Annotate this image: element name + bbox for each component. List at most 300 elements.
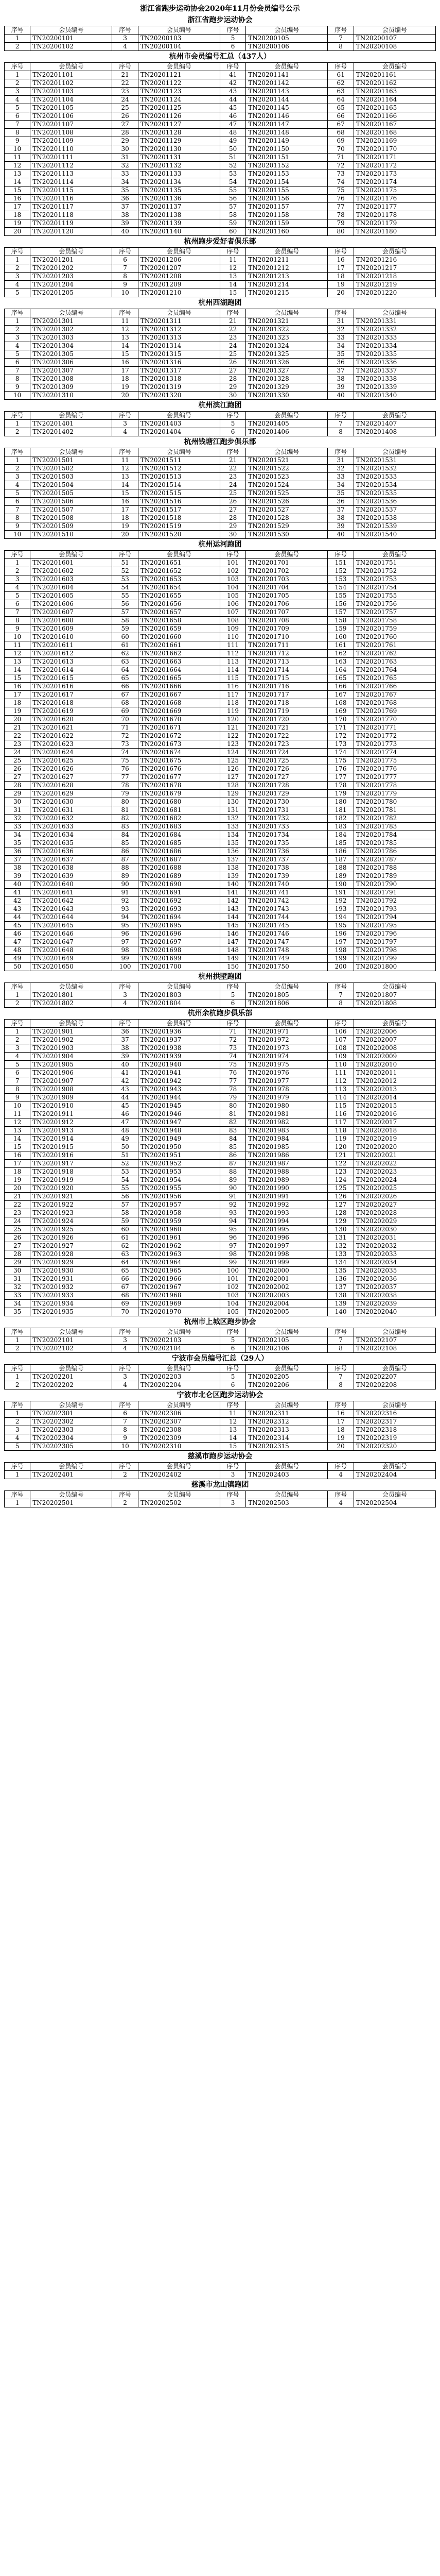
header-seq: 序号 xyxy=(220,448,245,456)
member-id-cell: TN20201112 xyxy=(30,162,112,170)
table-row xyxy=(5,359,436,367)
seq-cell: 1 xyxy=(5,1373,30,1381)
table-row xyxy=(5,1151,436,1160)
seq-cell: 117 xyxy=(220,691,245,699)
seq-cell: 78 xyxy=(220,1086,245,1094)
member-id-cell: TN20201331 xyxy=(354,317,435,326)
member-id-cell: TN20200108 xyxy=(354,43,435,51)
member-id-cell: TN20201973 xyxy=(246,1044,328,1053)
member-id-cell: TN20202302 xyxy=(30,1418,112,1426)
table-row xyxy=(5,1426,436,1434)
seq-cell: 10 xyxy=(112,289,138,297)
seq-cell: 16 xyxy=(112,498,138,506)
member-id-cell: TN20201201 xyxy=(30,256,112,264)
seq-cell: 61 xyxy=(112,641,138,650)
header-member-id: 会员编号 xyxy=(246,309,328,317)
seq-cell: 41 xyxy=(112,1069,138,1077)
member-id-cell: TN20201166 xyxy=(354,112,435,121)
member-id-cell: TN20201301 xyxy=(30,317,112,326)
seq-cell: 64 xyxy=(112,666,138,674)
seq-cell: 7 xyxy=(5,121,30,129)
seq-cell: 34 xyxy=(328,342,354,350)
seq-cell: 3 xyxy=(112,991,138,999)
member-id-cell: TN20202503 xyxy=(246,1499,328,1507)
member-id-cell: TN20201303 xyxy=(30,334,112,342)
member-id-cell: TN20201405 xyxy=(246,420,328,428)
member-id-cell: TN20202018 xyxy=(354,1127,435,1135)
member-id-cell: TN20201164 xyxy=(354,96,435,104)
header-member-id: 会员编号 xyxy=(246,26,328,35)
seq-cell: 8 xyxy=(328,43,354,51)
seq-cell: 14 xyxy=(220,1434,245,1443)
seq-cell: 21 xyxy=(112,71,138,79)
table-row xyxy=(5,219,436,228)
member-id-cell: TN20201934 xyxy=(30,1300,112,1308)
seq-cell: 106 xyxy=(328,1028,354,1036)
seq-cell: 113 xyxy=(220,658,245,666)
table-row xyxy=(5,913,436,922)
seq-cell: 35 xyxy=(328,350,354,359)
seq-cell: 25 xyxy=(220,489,245,498)
member-id-cell: TN20201964 xyxy=(138,1259,220,1267)
seq-cell: 136 xyxy=(328,1275,354,1283)
table-header-row xyxy=(5,1365,436,1373)
member-id-cell: TN20201919 xyxy=(30,1176,112,1184)
seq-cell: 43 xyxy=(112,1086,138,1094)
seq-cell: 3 xyxy=(220,1499,245,1507)
seq-cell: 2 xyxy=(5,567,30,575)
member-id-cell: TN20201310 xyxy=(30,392,112,400)
member-id-cell: TN20201174 xyxy=(354,178,435,187)
header-member-id: 会员编号 xyxy=(30,551,112,559)
seq-cell: 9 xyxy=(5,137,30,145)
header-seq: 序号 xyxy=(328,1365,354,1373)
seq-cell: 5 xyxy=(5,1443,30,1451)
member-id-cell: TN20201534 xyxy=(354,481,435,489)
seq-cell: 35 xyxy=(328,489,354,498)
member-id-cell: TN20201508 xyxy=(30,514,112,522)
member-id-cell: TN20201979 xyxy=(246,1094,328,1102)
header-seq: 序号 xyxy=(112,1463,138,1471)
seq-cell: 23 xyxy=(112,88,138,96)
seq-cell: 8 xyxy=(5,514,30,522)
member-id-cell: TN20202204 xyxy=(138,1381,220,1389)
seq-cell: 13 xyxy=(5,170,30,178)
section-title: 杭州滨江跑团 xyxy=(198,401,242,410)
seq-cell: 6 xyxy=(220,428,245,436)
table-row xyxy=(5,256,436,264)
member-id-cell: TN20201315 xyxy=(138,350,220,359)
seq-cell: 128 xyxy=(220,782,245,790)
member-id-cell: TN20200105 xyxy=(246,35,328,43)
seq-cell: 26 xyxy=(220,359,245,367)
member-id-cell: TN20201147 xyxy=(246,121,328,129)
member-id-cell: TN20202004 xyxy=(246,1300,328,1308)
member-id-cell: TN20201130 xyxy=(138,145,220,154)
member-id-cell: TN20201720 xyxy=(246,716,328,724)
member-id-cell: TN20201538 xyxy=(354,514,435,522)
member-id-cell: TN20201213 xyxy=(246,273,328,281)
seq-cell: 19 xyxy=(5,707,30,716)
member-id-cell: TN20202010 xyxy=(354,1061,435,1069)
seq-cell: 28 xyxy=(220,514,245,522)
seq-cell: 34 xyxy=(5,831,30,839)
member-id-cell: TN20201700 xyxy=(138,963,220,971)
table-row xyxy=(5,1418,436,1426)
member-id-cell: TN20201313 xyxy=(138,334,220,342)
seq-cell: 7 xyxy=(328,1373,354,1381)
member-id-cell: TN20201792 xyxy=(354,897,435,905)
member-id-cell: TN20201663 xyxy=(138,658,220,666)
header-seq: 序号 xyxy=(5,551,30,559)
seq-cell: 19 xyxy=(112,522,138,531)
member-id-cell: TN20202401 xyxy=(30,1471,112,1479)
seq-cell: 48 xyxy=(220,129,245,137)
seq-cell: 52 xyxy=(112,1160,138,1168)
page-title: 浙江省跑步运动协会2020年11月份会员编号公示 xyxy=(140,5,300,13)
member-id-cell: TN20201133 xyxy=(138,170,220,178)
member-id-cell: TN20201906 xyxy=(30,1069,112,1077)
seq-cell: 53 xyxy=(112,1168,138,1176)
member-id-cell: TN20201634 xyxy=(30,831,112,839)
header-member-id: 会员编号 xyxy=(138,551,220,559)
seq-cell: 166 xyxy=(328,683,354,691)
seq-cell: 9 xyxy=(5,383,30,392)
header-member-id: 会员编号 xyxy=(30,1491,112,1499)
seq-cell: 65 xyxy=(328,104,354,112)
seq-cell: 120 xyxy=(328,1143,354,1151)
seq-cell: 15 xyxy=(112,489,138,498)
table-row xyxy=(5,584,436,592)
seq-cell: 2 xyxy=(5,79,30,88)
member-id-cell: TN20202306 xyxy=(138,1410,220,1418)
header-member-id: 会员编号 xyxy=(354,309,435,317)
member-id-cell: TN20201644 xyxy=(30,913,112,922)
header-member-id: 会员编号 xyxy=(246,983,328,991)
table-row xyxy=(5,428,436,436)
member-id-cell: TN20201332 xyxy=(354,326,435,334)
member-id-cell: TN20201516 xyxy=(138,498,220,506)
header-seq: 序号 xyxy=(220,1491,245,1499)
seq-cell: 19 xyxy=(5,219,30,228)
member-id-cell: TN20202303 xyxy=(30,1426,112,1434)
member-id-cell: TN20201129 xyxy=(138,137,220,145)
header-member-id: 会员编号 xyxy=(354,1365,435,1373)
header-seq: 序号 xyxy=(220,1401,245,1410)
member-id-cell: TN20202030 xyxy=(354,1226,435,1234)
seq-cell: 39 xyxy=(112,1053,138,1061)
member-id-cell: TN20201984 xyxy=(246,1135,328,1143)
seq-cell: 176 xyxy=(328,765,354,773)
member-id-cell: TN20201655 xyxy=(138,592,220,600)
table-row xyxy=(5,806,436,815)
member-id-cell: TN20201925 xyxy=(30,1226,112,1234)
member-id-cell: TN20201764 xyxy=(354,666,435,674)
table-row xyxy=(5,633,436,641)
seq-cell: 57 xyxy=(112,608,138,617)
member-id-cell: TN20201940 xyxy=(138,1061,220,1069)
member-id-cell: TN20202320 xyxy=(354,1443,435,1451)
member-id-cell: TN20201784 xyxy=(354,831,435,839)
seq-cell: 78 xyxy=(112,782,138,790)
seq-cell: 17 xyxy=(328,264,354,273)
seq-cell: 65 xyxy=(112,674,138,683)
member-id-cell: TN20201633 xyxy=(30,823,112,831)
member-id-cell: TN20201520 xyxy=(138,531,220,539)
member-id-cell: TN20201533 xyxy=(354,473,435,481)
seq-cell: 124 xyxy=(220,749,245,757)
seq-cell: 30 xyxy=(220,392,245,400)
member-id-cell: TN20201962 xyxy=(138,1242,220,1250)
member-id-cell: TN20201965 xyxy=(138,1267,220,1275)
member-id-cell: TN20201506 xyxy=(30,498,112,506)
member-id-cell: TN20201177 xyxy=(354,203,435,211)
member-id-cell: TN20201684 xyxy=(138,831,220,839)
seq-cell: 5 xyxy=(220,420,245,428)
seq-cell: 45 xyxy=(220,104,245,112)
header-member-id: 会员编号 xyxy=(30,63,112,71)
member-id-cell: TN20201763 xyxy=(354,658,435,666)
table-row xyxy=(5,963,436,971)
seq-cell: 80 xyxy=(220,1102,245,1110)
member-id-cell: TN20201653 xyxy=(138,575,220,584)
seq-cell: 82 xyxy=(220,1118,245,1127)
member-id-cell: TN20201153 xyxy=(246,170,328,178)
seq-cell: 1 xyxy=(5,317,30,326)
header-member-id: 会员编号 xyxy=(246,1020,328,1028)
seq-cell: 42 xyxy=(220,79,245,88)
header-seq: 序号 xyxy=(112,248,138,256)
member-id-cell: TN20202305 xyxy=(30,1443,112,1451)
member-id-cell: TN20201987 xyxy=(246,1160,328,1168)
seq-cell: 24 xyxy=(112,96,138,104)
seq-cell: 7 xyxy=(328,991,354,999)
member-id-cell: TN20201976 xyxy=(246,1069,328,1077)
seq-cell: 27 xyxy=(220,367,245,375)
member-id-cell: TN20201604 xyxy=(30,584,112,592)
member-id-cell: TN20201759 xyxy=(354,625,435,633)
seq-cell: 1 xyxy=(5,991,30,999)
table-row xyxy=(5,1242,436,1250)
seq-cell: 156 xyxy=(328,600,354,608)
member-id-cell: TN20201786 xyxy=(354,848,435,856)
section-title: 杭州市上城区跑步协会 xyxy=(184,1318,256,1326)
member-id-cell: TN20201751 xyxy=(354,559,435,567)
header-seq: 序号 xyxy=(328,983,354,991)
seq-cell: 56 xyxy=(112,1193,138,1201)
seq-cell: 26 xyxy=(5,765,30,773)
member-id-cell: TN20202207 xyxy=(354,1373,435,1381)
seq-cell: 183 xyxy=(328,823,354,831)
seq-cell: 43 xyxy=(220,88,245,96)
member-id-cell: TN20201907 xyxy=(30,1077,112,1086)
seq-cell: 119 xyxy=(328,1135,354,1143)
table-row xyxy=(5,178,436,187)
seq-cell: 129 xyxy=(220,790,245,798)
header-seq: 序号 xyxy=(5,1328,30,1336)
member-id-cell: TN20201978 xyxy=(246,1086,328,1094)
member-id-cell: TN20201306 xyxy=(30,359,112,367)
member-id-cell: TN20201126 xyxy=(138,112,220,121)
seq-cell: 17 xyxy=(112,506,138,514)
header-member-id: 会员编号 xyxy=(354,1401,435,1410)
header-member-id: 会员编号 xyxy=(246,551,328,559)
seq-cell: 1 xyxy=(5,456,30,465)
member-id-cell: TN20201961 xyxy=(138,1234,220,1242)
seq-cell: 12 xyxy=(5,162,30,170)
seq-cell: 59 xyxy=(112,1217,138,1226)
seq-cell: 192 xyxy=(328,897,354,905)
seq-cell: 20 xyxy=(5,1184,30,1193)
seq-cell: 1 xyxy=(5,35,30,43)
member-id-cell: TN20201905 xyxy=(30,1061,112,1069)
member-id-cell: TN20201927 xyxy=(30,1242,112,1250)
member-id-cell: TN20201612 xyxy=(30,650,112,658)
member-id-cell: TN20201314 xyxy=(138,342,220,350)
member-id-cell: TN20201950 xyxy=(138,1143,220,1151)
seq-cell: 31 xyxy=(328,456,354,465)
table-row xyxy=(5,506,436,514)
member-id-cell: TN20201203 xyxy=(30,273,112,281)
seq-cell: 83 xyxy=(220,1127,245,1135)
seq-cell: 94 xyxy=(220,1217,245,1226)
header-seq: 序号 xyxy=(112,448,138,456)
header-seq: 序号 xyxy=(112,1328,138,1336)
seq-cell: 7 xyxy=(5,608,30,617)
seq-cell: 4 xyxy=(5,584,30,592)
seq-cell: 138 xyxy=(220,864,245,872)
header-seq: 序号 xyxy=(5,1491,30,1499)
seq-cell: 139 xyxy=(220,872,245,880)
seq-cell: 127 xyxy=(220,773,245,782)
seq-cell: 6 xyxy=(5,600,30,608)
member-id-cell: TN20201138 xyxy=(138,211,220,219)
seq-cell: 45 xyxy=(5,922,30,930)
member-id-cell: TN20201116 xyxy=(30,195,112,203)
seq-cell: 16 xyxy=(5,683,30,691)
member-id-cell: TN20201725 xyxy=(246,757,328,765)
seq-cell: 111 xyxy=(220,641,245,650)
seq-cell: 7 xyxy=(5,506,30,514)
seq-cell: 20 xyxy=(112,531,138,539)
member-id-cell: TN20201804 xyxy=(138,999,220,1008)
member-id-cell: TN20202313 xyxy=(246,1426,328,1434)
seq-cell: 29 xyxy=(112,137,138,145)
table-row xyxy=(5,154,436,162)
member-id-cell: TN20201672 xyxy=(138,732,220,740)
header-member-id: 会员编号 xyxy=(138,448,220,456)
member-id-cell: TN20201938 xyxy=(138,1044,220,1053)
seq-cell: 51 xyxy=(112,1151,138,1160)
member-id-cell: TN20202013 xyxy=(354,1086,435,1094)
member-id-cell: TN20202024 xyxy=(354,1176,435,1184)
table-row xyxy=(5,481,436,489)
member-id-cell: TN20201743 xyxy=(246,905,328,913)
table-row xyxy=(5,1292,436,1300)
member-id-cell: TN20201121 xyxy=(138,71,220,79)
seq-cell: 2 xyxy=(5,1036,30,1044)
seq-cell: 46 xyxy=(5,930,30,938)
member-table xyxy=(4,62,436,236)
table-header-row xyxy=(5,1463,436,1471)
member-id-cell: TN20201335 xyxy=(354,350,435,359)
header-seq: 序号 xyxy=(220,1328,245,1336)
member-id-cell: TN20201206 xyxy=(138,256,220,264)
member-id-cell: TN20201155 xyxy=(246,187,328,195)
member-id-cell: TN20201620 xyxy=(30,716,112,724)
member-id-cell: TN20201963 xyxy=(138,1250,220,1259)
seq-cell: 85 xyxy=(112,839,138,848)
seq-cell: 135 xyxy=(220,839,245,848)
seq-cell: 68 xyxy=(112,1292,138,1300)
header-member-id: 会员编号 xyxy=(30,26,112,35)
seq-cell: 61 xyxy=(328,71,354,79)
seq-cell: 113 xyxy=(328,1086,354,1094)
table-row xyxy=(5,1102,436,1110)
seq-cell: 95 xyxy=(220,1226,245,1234)
table-header-row xyxy=(5,1020,436,1028)
member-id-cell: TN20201537 xyxy=(354,506,435,514)
header-seq: 序号 xyxy=(5,448,30,456)
member-id-cell: TN20201956 xyxy=(138,1193,220,1201)
header-seq: 序号 xyxy=(5,248,30,256)
member-id-cell: TN20201109 xyxy=(30,137,112,145)
member-id-cell: TN20201794 xyxy=(354,913,435,922)
seq-cell: 174 xyxy=(328,749,354,757)
seq-cell: 158 xyxy=(328,617,354,625)
header-seq: 序号 xyxy=(112,26,138,35)
section-title: 浙江省跑步运动协会 xyxy=(187,16,253,24)
member-table xyxy=(4,411,436,436)
seq-cell: 137 xyxy=(328,1283,354,1292)
seq-cell: 21 xyxy=(5,724,30,732)
seq-cell: 74 xyxy=(220,1053,245,1061)
seq-cell: 152 xyxy=(328,567,354,575)
member-id-cell: TN20201120 xyxy=(30,228,112,236)
member-id-cell: TN20201924 xyxy=(30,1217,112,1226)
member-id-cell: TN20202201 xyxy=(30,1373,112,1381)
member-id-cell: TN20201788 xyxy=(354,864,435,872)
seq-cell: 103 xyxy=(220,1292,245,1300)
member-id-cell: TN20201739 xyxy=(246,872,328,880)
member-id-cell: TN20201302 xyxy=(30,326,112,334)
member-id-cell: TN20201649 xyxy=(30,955,112,963)
table-row xyxy=(5,1094,436,1102)
seq-cell: 144 xyxy=(220,913,245,922)
seq-cell: 120 xyxy=(220,716,245,724)
member-id-cell: TN20201740 xyxy=(246,880,328,889)
member-id-cell: TN20201325 xyxy=(246,350,328,359)
member-id-cell: TN20202208 xyxy=(354,1381,435,1389)
member-id-cell: TN20201716 xyxy=(246,683,328,691)
table-row xyxy=(5,1127,436,1135)
table-header-row xyxy=(5,309,436,317)
seq-cell: 3 xyxy=(5,1426,30,1434)
member-id-cell: TN20201614 xyxy=(30,666,112,674)
member-id-cell: TN20201658 xyxy=(138,617,220,625)
member-table xyxy=(4,1462,436,1479)
seq-cell: 125 xyxy=(328,1184,354,1193)
seq-cell: 4 xyxy=(5,342,30,350)
member-id-cell: TN20200106 xyxy=(246,43,328,51)
member-id-cell: TN20201180 xyxy=(354,228,435,236)
member-id-cell: TN20201211 xyxy=(246,256,328,264)
seq-cell: 2 xyxy=(5,1418,30,1426)
table-row xyxy=(5,749,436,757)
seq-cell: 6 xyxy=(5,359,30,367)
seq-cell: 63 xyxy=(112,1250,138,1259)
member-id-cell: TN20201323 xyxy=(246,334,328,342)
